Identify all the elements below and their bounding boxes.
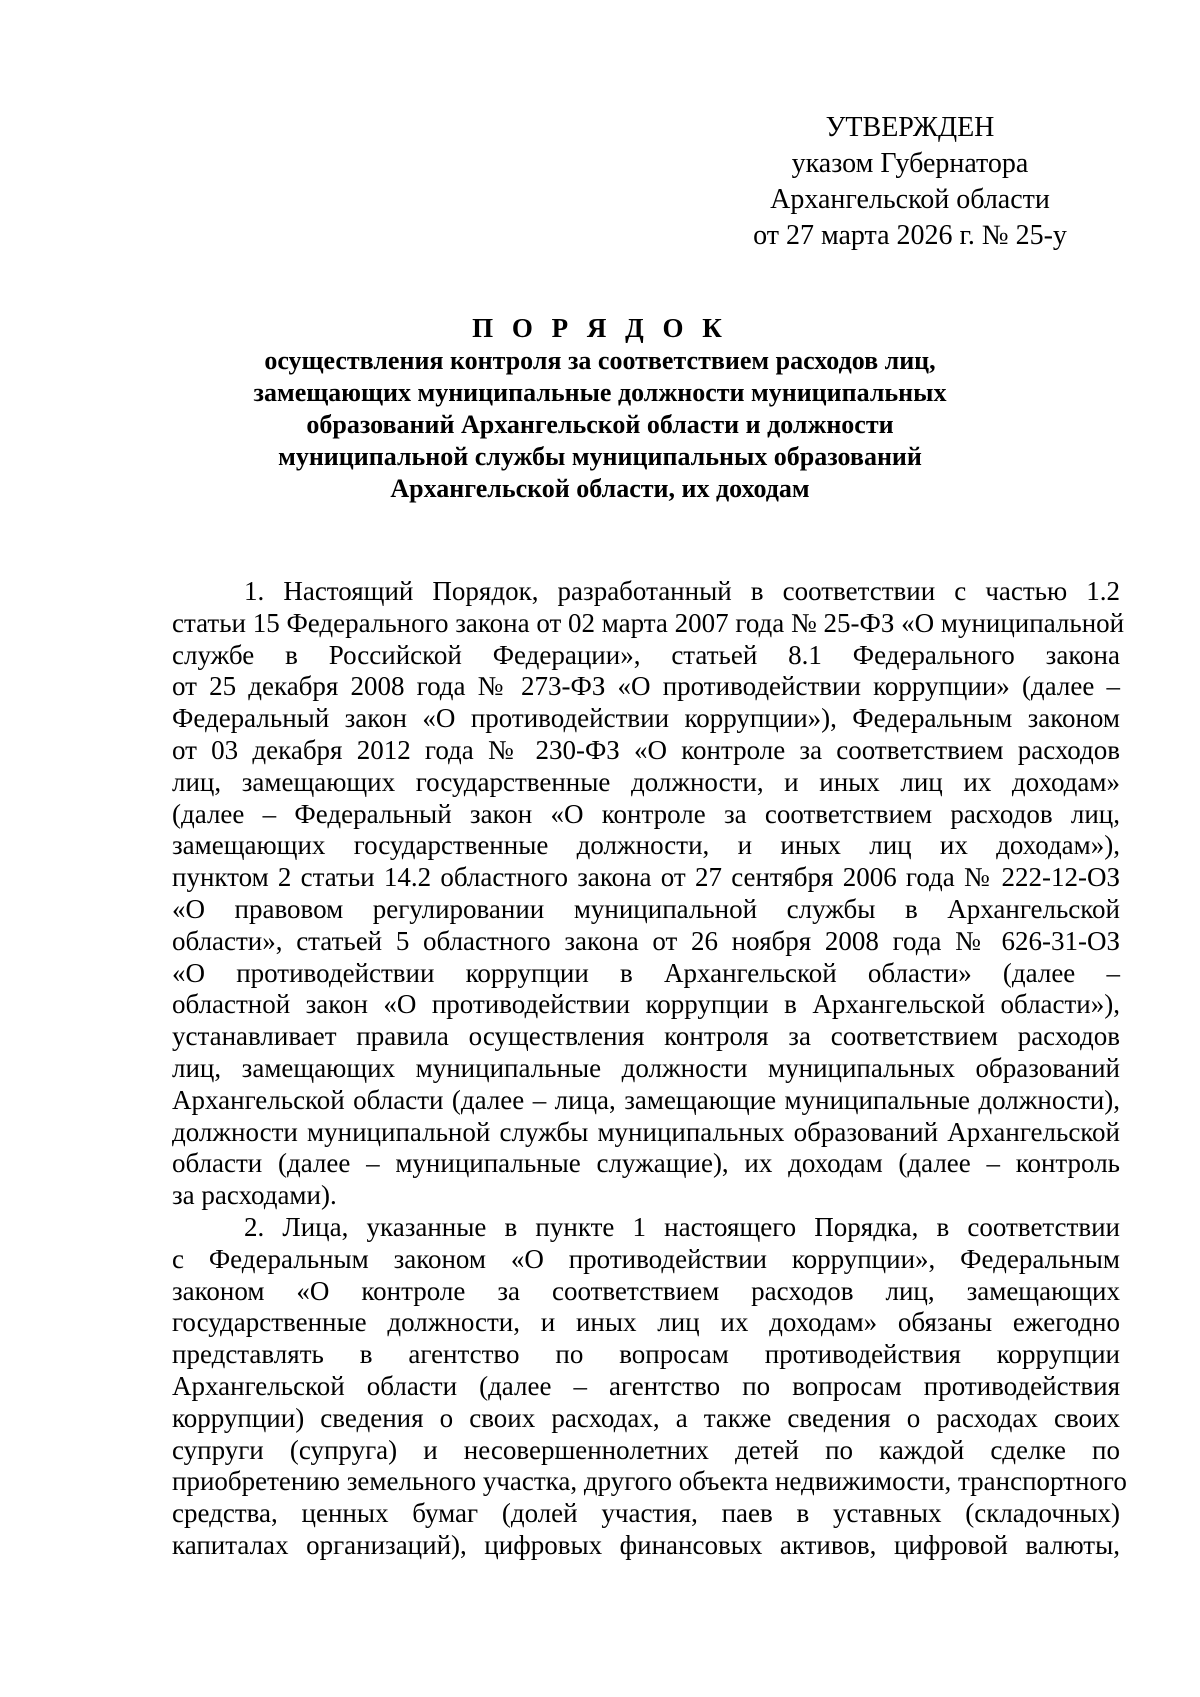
title-line: муниципальной службы муниципальных образований <box>278 442 922 471</box>
text-line: приобретению земельного участка, другого объекта недвижимости, транспортного <box>172 1466 1127 1497</box>
text-line: за расходами). <box>172 1180 337 1211</box>
text-line: 1. Настоящий Порядок, разработанный в соответствии с частью 1.2 <box>244 576 1120 606</box>
title-line: замещающих муниципальные должности муниципальных <box>253 378 947 407</box>
text-line: 2. Лица, указанные в пункте 1 настоящего Порядка, в соответствии <box>244 1211 1120 1242</box>
text-line: «О противодействии коррупции в Архангельской области» (далее – <box>172 957 1120 988</box>
text-line: Федеральный закон «О противодействии коррупции»), Федеральным законом <box>172 703 1120 734</box>
approval-line: Архангельской области <box>770 184 1050 215</box>
text-line: супруги (супруга) и несовершеннолетних детей по каждой сделке по <box>172 1434 1120 1465</box>
document-title <box>160 312 1040 505</box>
text-line: должности муниципальной службы муниципальных образований Архангельской <box>172 1116 1120 1147</box>
title-line: Архангельской области, их доходам <box>390 474 810 503</box>
text-line: области (далее – муниципальные служащие), их доходам (далее – контроль <box>172 1148 1120 1179</box>
text-line: от 03 декабря 2012 года № 230-ФЗ «О контроле за соответствием расходов <box>172 734 1120 765</box>
text-line: государственные должности, и иных лиц их доходам» обязаны ежегодно <box>172 1307 1120 1338</box>
text-line: лиц, замещающих государственные должности, и иных лиц их доходам» <box>172 766 1120 797</box>
approval-stamp <box>700 110 1120 254</box>
document-body <box>172 576 1127 1562</box>
paragraph-2 <box>172 1211 1127 1562</box>
approval-line: от 27 марта 2026 г. № 25-у <box>753 220 1067 251</box>
text-line: Архангельской области (далее – лица, замещающие муниципальные должности), <box>172 1084 1120 1115</box>
text-line: лиц, замещающих муниципальные должности муниципальных образований <box>172 1052 1120 1083</box>
text-line: области», статьей 5 областного закона от 26 ноября 2008 года № 626-31-ОЗ <box>172 925 1120 956</box>
text-line: устанавливает правила осуществления контроля за соответствием расходов <box>172 1021 1120 1052</box>
text-line: от 25 декабря 2008 года № 273-ФЗ «О противодействии коррупции» (далее – <box>172 671 1120 702</box>
text-line: областной закон «О противодействии коррупции в Архангельской области»), <box>172 989 1120 1020</box>
text-line: службе в Российской Федерации», статьей 8.1 Федерального закона <box>172 639 1120 670</box>
approval-line: указом Губернатора <box>791 148 1029 179</box>
text-line: пунктом 2 статьи 14.2 областного закона от 27 сентября 2006 года № 222-12-ОЗ <box>172 862 1120 893</box>
text-line: (далее – Федеральный закон «О контроле за соответствием расходов лиц, <box>172 798 1120 829</box>
paragraph-1 <box>172 576 1125 1212</box>
text-line: законом «О контроле за соответствием расходов лиц, замещающих <box>172 1275 1120 1306</box>
text-line: «О правовом регулировании муниципальной службы в Архангельской <box>172 893 1120 924</box>
approval-line: УТВЕРЖДЕН <box>825 112 995 143</box>
text-line: Архангельской области (далее – агентство по вопросам противодействия <box>172 1370 1120 1401</box>
title-line: образований Архангельской области и должности <box>306 410 894 439</box>
title-heading: П О Р Я Д О К <box>472 313 728 343</box>
text-line: коррупции) сведения о своих расходах, а также сведения о расходах своих <box>172 1402 1120 1433</box>
text-line: представлять в агентство по вопросам противодействия коррупции <box>172 1339 1120 1370</box>
text-line: с Федеральным законом «О противодействии коррупции», Федеральным <box>172 1243 1120 1274</box>
title-line: осуществления контроля за соответствием расходов лиц, <box>264 346 936 375</box>
text-line: капиталах организаций), цифровых финансовых активов, цифровой валюты, <box>172 1529 1120 1560</box>
text-line: средства, ценных бумаг (долей участия, паев в уставных (складочных) <box>172 1498 1120 1529</box>
text-line: статьи 15 Федерального закона от 02 марта 2007 года № 25-ФЗ «О муниципальной <box>172 607 1125 638</box>
text-line: замещающих государственные должности, и иных лиц их доходам»), <box>172 830 1120 861</box>
